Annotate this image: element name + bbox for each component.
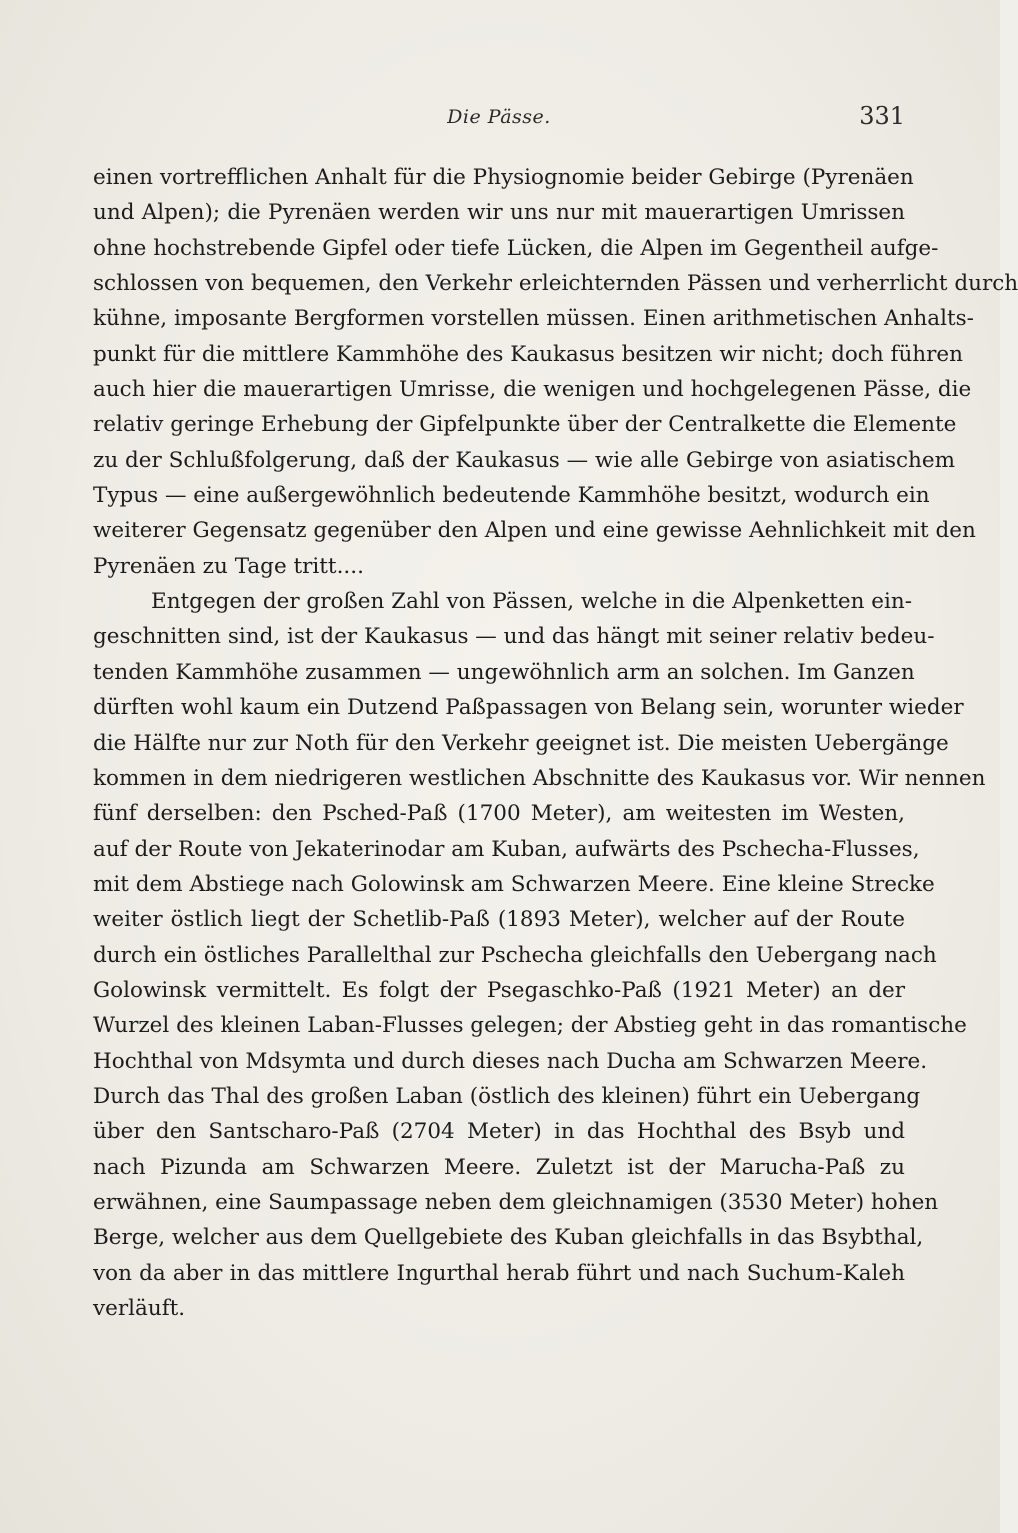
text-line: erwähnen, eine Saumpassage neben dem gleichnamigen (3530 Meter) hohen [93,1189,939,1215]
text-line: ohne hochstrebende Gipfel oder tiefe Lücken, die Alpen im Gegentheil aufge- [93,235,939,261]
text-line: tenden Kammhöhe zusammen — ungewöhnlich arm an solchen. Im Ganzen [93,659,915,685]
text-line: Entgegen der großen Zahl von Pässen, welche in die Alpenketten ein- [151,589,912,615]
text-line: durch ein östliches Parallelthal zur Pschecha gleichfalls den Uebergang nach [93,942,937,968]
text-line: nach Pizunda am Schwarzen Meere. Zuletzt ist der Marucha-Paß zu [93,1154,905,1180]
page-number: 331 [859,102,905,130]
body-text [93,160,1018,1326]
text-line: Hochthal von Mdsymta und durch dieses nach Ducha am Schwarzen Meere. [93,1048,928,1074]
text-line: relativ geringe Erhebung der Gipfelpunkte über der Centralkette die Elemente [93,412,957,438]
page-header [93,100,905,140]
text-line: Pyrenäen zu Tage tritt.... [93,553,364,579]
paragraph [93,584,986,1326]
text-line: die Hälfte nur zur Noth für den Verkehr geeignet ist. Die meisten Uebergänge [93,730,949,756]
text-line: auf der Route von Jekaterinodar am Kuban, aufwärts des Pschecha-Flusses, [93,836,920,862]
text-line: Typus — eine außergewöhnlich bedeutende Kammhöhe besitzt, wodurch ein [93,483,930,509]
text-line: geschnitten sind, ist der Kaukasus — und das hängt mit seiner relativ bedeu- [93,624,935,650]
text-line: punkt für die mittlere Kammhöhe des Kaukasus besitzen wir nicht; doch führen [93,341,963,367]
text-line: schlossen von bequemen, den Verkehr erleichternden Pässen und verherrlicht durch [93,271,1018,297]
text-line: kühne, imposante Bergformen vorstellen müssen. Einen arithmetischen Anhalts- [93,306,974,332]
text-line: auch hier die mauerartigen Umrisse, die wenigen und hochgelegenen Pässe, die [93,377,972,403]
text-line: weiterer Gegensatz gegenüber den Alpen und eine gewisse Aehnlichkeit mit den [93,518,976,544]
text-line: dürften wohl kaum ein Dutzend Paßpassagen von Belang sein, worunter wieder [93,695,964,721]
running-title: Die Pässe. [447,106,551,128]
text-line: mit dem Abstiege nach Golowinsk am Schwarzen Meere. Eine kleine Strecke [93,871,935,897]
text-line: kommen in dem niedrigeren westlichen Abschnitte des Kaukasus vor. Wir nennen [93,765,986,791]
text-line: fünf derselben: den Psched-Paß (1700 Meter), am weitesten im Westen, [93,801,905,827]
text-line: Berge, welcher aus dem Quellgebiete des Kuban gleichfalls in das Bsybthal, [93,1225,924,1251]
text-line: Durch das Thal des großen Laban (östlich des kleinen) führt ein Uebergang [93,1083,921,1109]
text-line: weiter östlich liegt der Schetlib-Paß (1893 Meter), welcher auf der Route [93,907,905,933]
text-line: und Alpen); die Pyrenäen werden wir uns nur mit mauerartigen Umrissen [93,200,905,226]
text-line: verläuft. [93,1296,186,1321]
text-line: Golowinsk vermittelt. Es folgt der Psegaschko-Paß (1921 Meter) an der [93,977,905,1003]
text-line: einen vortrefflichen Anhalt für die Physiognomie beider Gebirge (Pyrenäen [93,165,914,190]
text-line: zu der Schlußfolgerung, daß der Kaukasus — wie alle Gebirge von asiatischem [93,447,955,473]
text-line: über den Santscharo-Paß (2704 Meter) in das Hochthal des Bsyb und [93,1119,905,1145]
text-line: von da aber in das mittlere Ingurthal herab führt und nach Suchum-Kaleh [93,1260,905,1286]
text-line: Wurzel des kleinen Laban-Flusses gelegen; der Abstieg geht in das romantische [93,1013,967,1039]
paragraph [93,160,1018,584]
